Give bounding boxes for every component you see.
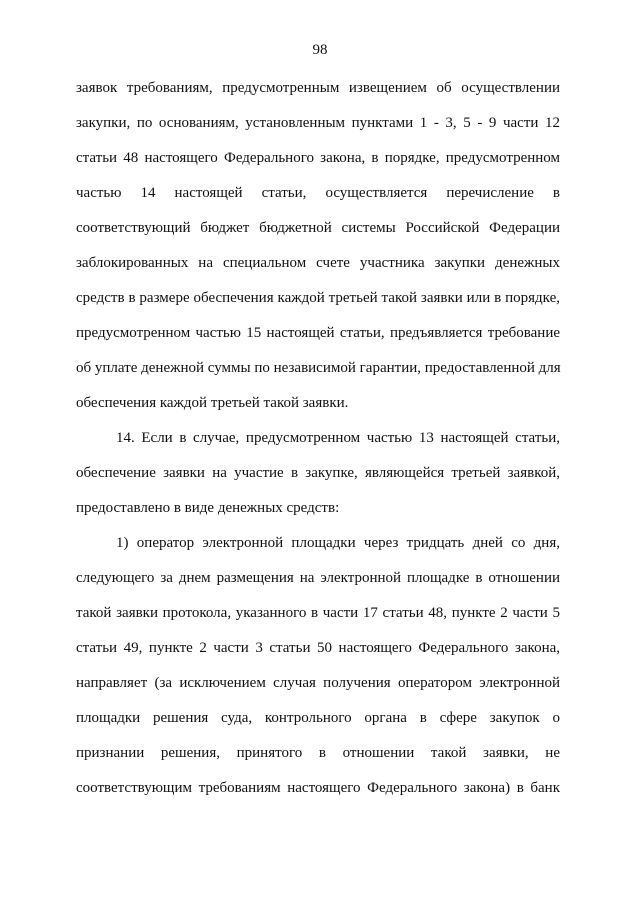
text-line: статьи 49, пункте 2 части 3 статьи 50 настоящего Федерального закона, bbox=[76, 640, 560, 656]
text-line: закупки, по основаниям, установленным пунктами 1 - 3, 5 - 9 части 12 bbox=[76, 115, 560, 131]
paragraph-14-start: 14. Если в случае, предусмотренном частью 13 настоящей статьи, bbox=[116, 430, 560, 446]
text-line: обеспечения каждой третьей такой заявки. bbox=[76, 395, 349, 411]
list-item-1-start: 1) оператор электронной площадки через тридцать дней со дня, bbox=[116, 535, 560, 551]
text-line: соответствующий бюджет бюджетной системы Российской Федерации bbox=[76, 220, 560, 236]
text-line: обеспечение заявки на участие в закупке, являющейся третьей заявкой, bbox=[76, 465, 560, 481]
text-line: статьи 48 настоящего Федерального закона, в порядке, предусмотренном bbox=[76, 150, 560, 166]
text-line: средств в размере обеспечения каждой третьей такой заявки или в порядке, bbox=[76, 290, 560, 306]
text-line: об уплате денежной суммы по независимой гарантии, предоставленной для bbox=[76, 360, 561, 376]
text-line: такой заявки протокола, указанного в части 17 статьи 48, пункте 2 части 5 bbox=[76, 605, 560, 621]
text-line: признании решения, принятого в отношении такой заявки, не bbox=[76, 745, 560, 761]
text-line: следующего за днем размещения на электронной площадке в отношении bbox=[76, 570, 560, 586]
text-line: заявок требованиям, предусмотренным извещением об осуществлении bbox=[76, 80, 560, 96]
text-line: площадки решения суда, контрольного органа в сфере закупок о bbox=[76, 710, 560, 726]
text-line: предусмотренном частью 15 настоящей статьи, предъявляется требование bbox=[76, 325, 560, 341]
text-line: соответствующим требованиям настоящего Федерального закона) в банк bbox=[76, 780, 560, 796]
text-line: направляет (за исключением случая получения оператором электронной bbox=[76, 675, 560, 691]
text-line: предоставлено в виде денежных средств: bbox=[76, 500, 340, 516]
text-line: заблокированных на специальном счете участника закупки денежных bbox=[76, 255, 560, 271]
text-line: частью 14 настоящей статьи, осуществляется перечисление в bbox=[76, 185, 560, 201]
page-number: 98 bbox=[312, 42, 328, 58]
